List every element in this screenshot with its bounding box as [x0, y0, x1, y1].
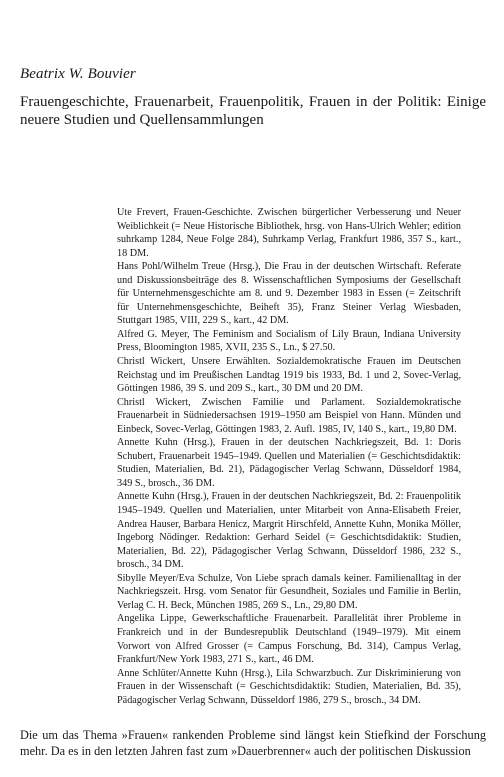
bibliography-list [117, 206, 461, 707]
bibliography-entry: Sibylle Meyer/Eva Schulze, Von Liebe sprach damals keiner. Familienalltag in der Nachkriegszeit. Hrsg. vom Senator für Gesundheit, Soziales und Familie in Berlin, Verlag C. H. Beck, München 1985, 269 S., Ln., 29,80 DM. [117, 572, 461, 611]
bibliography-entry: Hans Pohl/Wilhelm Treue (Hrsg.), Die Frau in der deutschen Wirtschaft. Referate und Diskussionsbeiträge des 8. Wissenschaftlichen Symposiums der Gesellschaft für Unternehmensgeschichte am 8. und 9. Dezember 1983 in Essen (= Zeitschrift für Unternehmensgeschichte, Beiheft 35), Franz Steiner Verlag Wiesbaden, Stuttgart 1985, VIII, 229 S., kart., 42 DM. [117, 261, 461, 327]
bibliography-entry: Anne Schlüter/Annette Kuhn (Hrsg.), Lila Schwarzbuch. Zur Diskriminierung von Frauen in der Wissenschaft (= Geschichtsdidaktik: Studien, Materialien, Bd. 35), Pädagogischer Verlag Schwann, Düsseldorf 1986, 279 S., brosch., 34 DM. [117, 667, 461, 706]
bibliography-entry: Annette Kuhn (Hrsg.), Frauen in der deutschen Nachkriegszeit, Bd. 1: Doris Schubert, Frauenarbeit 1945–1949. Quellen und Materialien (= Geschichtsdidaktik: Studien, Materialien, Bd. 21), Pädagogischer Verlag Schwann, Düsseldorf 1984, 349 S., brosch., 36 DM. [117, 437, 461, 489]
article-title: Frauengeschichte, Frauenarbeit, Frauenpolitik, Frauen in der Politik: Einige neuere Studien und Quellensammlungen [20, 94, 486, 128]
bibliography-entry: Alfred G. Meyer, The Feminism and Socialism of Lily Braun, Indiana University Press, Bloomington 1985, XVII, 235 S., Ln., $ 27.50. [117, 328, 461, 354]
bibliography-entry: Annette Kuhn (Hrsg.), Frauen in der deutschen Nachkriegszeit, Bd. 2: Frauenpolitik 1945–1949. Quellen und Materialien, unter Mitarbeit von Anna-Elisabeth Freier, Andrea Hauser, Barbara Henicz, Margrit Hirschfeld, Annette Kuhn, Monika Möller, Ingeborg Nödinger. Redaktion: Gerhard Seidel (= Geschichtsdidaktik: Studien, Materialien, Bd. 22), Pädagogischer Verlag Schwann, Düsseldorf 1986, 232 S., brosch., 34 DM. [117, 491, 461, 571]
bibliography-entry: Christl Wickert, Zwischen Familie und Parlament. Sozialdemokratische Frauenarbeit in Südniedersachsen 1919–1950 am Beispiel von Hann. Münden und Einbeck, Sovec-Verlag, Göttingen 1983, 2. Aufl. 1985, IV, 140 S., kart., 19,80 DM. [117, 396, 461, 435]
bibliography-entry: Angelika Lippe, Gewerkschaftliche Frauenarbeit. Parallelität ihrer Probleme in Frankreich und in der Bundesrepublik Deutschland (1949–1979). Mit einem Vorwort von Alfred Grosser (= Campus Forschung, Bd. 314), Campus Verlag, Frankfurt/New York 1983, 271 S., kart., 46 DM. [117, 613, 461, 666]
author-name: Beatrix W. Bouvier [20, 66, 136, 82]
bibliography-entry: Ute Frevert, Frauen-Geschichte. Zwischen bürgerlicher Verbesserung und Neuer Weiblichkeit (= Neue Historische Bibliothek, hrsg. von Hans-Ulrich Wehler; edition suhrkamp 1284, Neue Folge 284), Suhrkamp Verlag, Frankfurt 1986, 357 S., kart., 18 DM. [117, 207, 461, 259]
body-paragraph: Die um das Thema »Frauen« rankenden Probleme sind längst kein Stiefkind der Forschung mehr. Da es in den letzten Jahren fast zum »Dauerbrenner« auch der politischen Diskussion [20, 728, 486, 758]
bibliography-entry: Christl Wickert, Unsere Erwählten. Sozialdemokratische Frauen im Deutschen Reichstag und im Preußischen Landtag 1919 bis 1933, Bd. 1 und 2, Sovec-Verlag, Göttingen 1986, 39 S. und 209 S., kart., 30 DM und 20 DM. [117, 356, 461, 395]
